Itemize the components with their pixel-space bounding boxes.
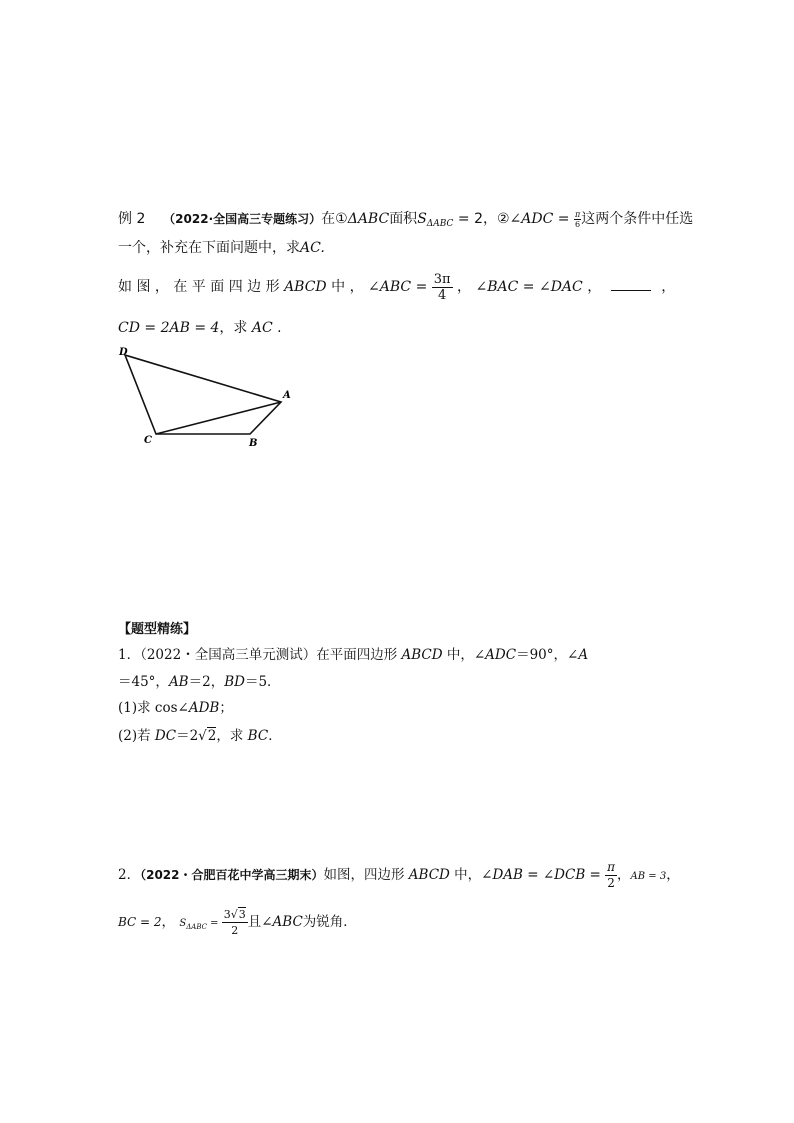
text: ， xyxy=(617,867,631,883)
text: ， xyxy=(661,279,676,295)
vertex-label-a: A xyxy=(283,390,291,401)
fraction-3pi-4: $\frac{3\pi}{4}$ xyxy=(433,271,451,303)
q2-line-1 xyxy=(118,858,680,892)
math-abcd: ABCD xyxy=(408,867,450,883)
sqrt-value: 2 xyxy=(207,728,217,744)
text: ， xyxy=(582,279,602,295)
text: 在① xyxy=(321,211,348,227)
q1-line-2 xyxy=(118,672,281,692)
text: 中， xyxy=(442,647,474,663)
math-ab-eq: AB = 3 xyxy=(630,871,667,882)
section-heading: 【题型精练】 xyxy=(118,622,197,637)
vertex-label-d: D xyxy=(119,347,128,358)
q1-part-1 xyxy=(118,698,233,718)
math-sub: ΔABC xyxy=(186,923,207,931)
vertex-label-b: B xyxy=(249,438,258,449)
quadrilateral-figure xyxy=(115,343,305,451)
math-cd: CD = 2AB = 4 xyxy=(118,320,220,336)
text: ＝90°， xyxy=(516,647,568,663)
math-ac: AC xyxy=(251,320,273,336)
math-angle-bac: ∠BAC = ∠DAC xyxy=(475,279,583,295)
text: 中， xyxy=(449,867,482,883)
example-line-2 xyxy=(118,238,325,258)
text: ． xyxy=(268,728,282,744)
q1-part-2 xyxy=(118,726,282,746)
q2-number: 2． xyxy=(118,867,141,883)
q1-line-1 xyxy=(118,645,588,665)
example-line-3 xyxy=(118,270,675,304)
math-s: S xyxy=(417,211,427,227)
q1-number: 1． xyxy=(118,647,141,663)
text: 这两个条件中任选 xyxy=(581,211,694,227)
example-source: （2022·全国高三专题练习） xyxy=(163,212,322,226)
example-line-4 xyxy=(118,318,282,338)
math-bd: BD xyxy=(224,674,245,690)
example-line-1 xyxy=(118,209,693,234)
math-s: S xyxy=(179,918,187,929)
text: 且 xyxy=(247,914,262,930)
text: = 2，② xyxy=(453,211,510,227)
text: 中 ， xyxy=(326,279,369,295)
text: ＝45°， xyxy=(118,674,169,690)
math-angle-abc: ∠ABC xyxy=(261,914,303,930)
math-sub: ΔABC xyxy=(426,219,454,229)
math-angles: ∠DAB = ∠DCB = xyxy=(481,867,606,883)
fraction-pi-6: $\frac{\pi}{6}$ xyxy=(574,209,581,229)
q2-source: （2022・合肥百花中学高三期末） xyxy=(140,868,324,882)
text: ，求 xyxy=(219,320,252,336)
math-abcd: ABCD xyxy=(401,647,443,663)
math-bc: BC xyxy=(247,728,269,744)
text: 一个，补充在下面问题中，求 xyxy=(118,240,300,256)
fraction-area: $\frac{3√3}{2}$ xyxy=(223,908,246,937)
example-label: 例 2 xyxy=(118,211,146,227)
sqrt-symbol: √ xyxy=(198,728,207,744)
text: ， xyxy=(452,279,476,295)
text: 如图，四边形 xyxy=(323,867,409,883)
math-triangle: ΔABC xyxy=(347,211,390,227)
text: (1)求 cos xyxy=(118,700,178,716)
text: . xyxy=(272,320,282,336)
math-bc-eq: BC = 2 xyxy=(118,915,162,929)
math-angle-a: ∠A xyxy=(567,647,589,663)
math-angle: ∠ADC = xyxy=(509,211,574,227)
vertex-label-c: C xyxy=(144,435,152,446)
text: ， xyxy=(161,914,176,930)
text: 为锐角． xyxy=(302,914,357,930)
diagonal-ac xyxy=(156,402,281,434)
math-ac: AC. xyxy=(300,240,325,256)
math-angle-adb: ∠ADB xyxy=(177,700,220,716)
text: ， xyxy=(666,867,680,883)
text: (2)若 xyxy=(118,728,155,744)
math-ab: AB xyxy=(168,674,189,690)
text: ，求 xyxy=(216,728,248,744)
q1-source: （2022・全国高三单元测试） xyxy=(140,647,317,663)
math-angle-abc: ∠ABC = xyxy=(368,279,432,295)
fraction-pi-2: $\frac{\pi}{2}$ xyxy=(607,860,616,890)
math-abcd: ABCD xyxy=(284,279,327,295)
text: 如 图 ， 在 平 面 四 边 形 xyxy=(118,279,285,295)
q2-line-2 xyxy=(118,905,357,939)
math-dc: DC xyxy=(154,728,177,744)
text: ＝5． xyxy=(244,674,281,690)
text: ＝2， xyxy=(188,674,225,690)
text: = xyxy=(206,918,222,929)
text: 面积 xyxy=(389,211,418,227)
text: ＝2 xyxy=(176,728,199,744)
text: ； xyxy=(219,700,233,716)
text: 在平面四边形 xyxy=(316,647,402,663)
answer-blank[interactable] xyxy=(611,278,651,291)
math-angle-adc: ∠ADC xyxy=(473,647,517,663)
